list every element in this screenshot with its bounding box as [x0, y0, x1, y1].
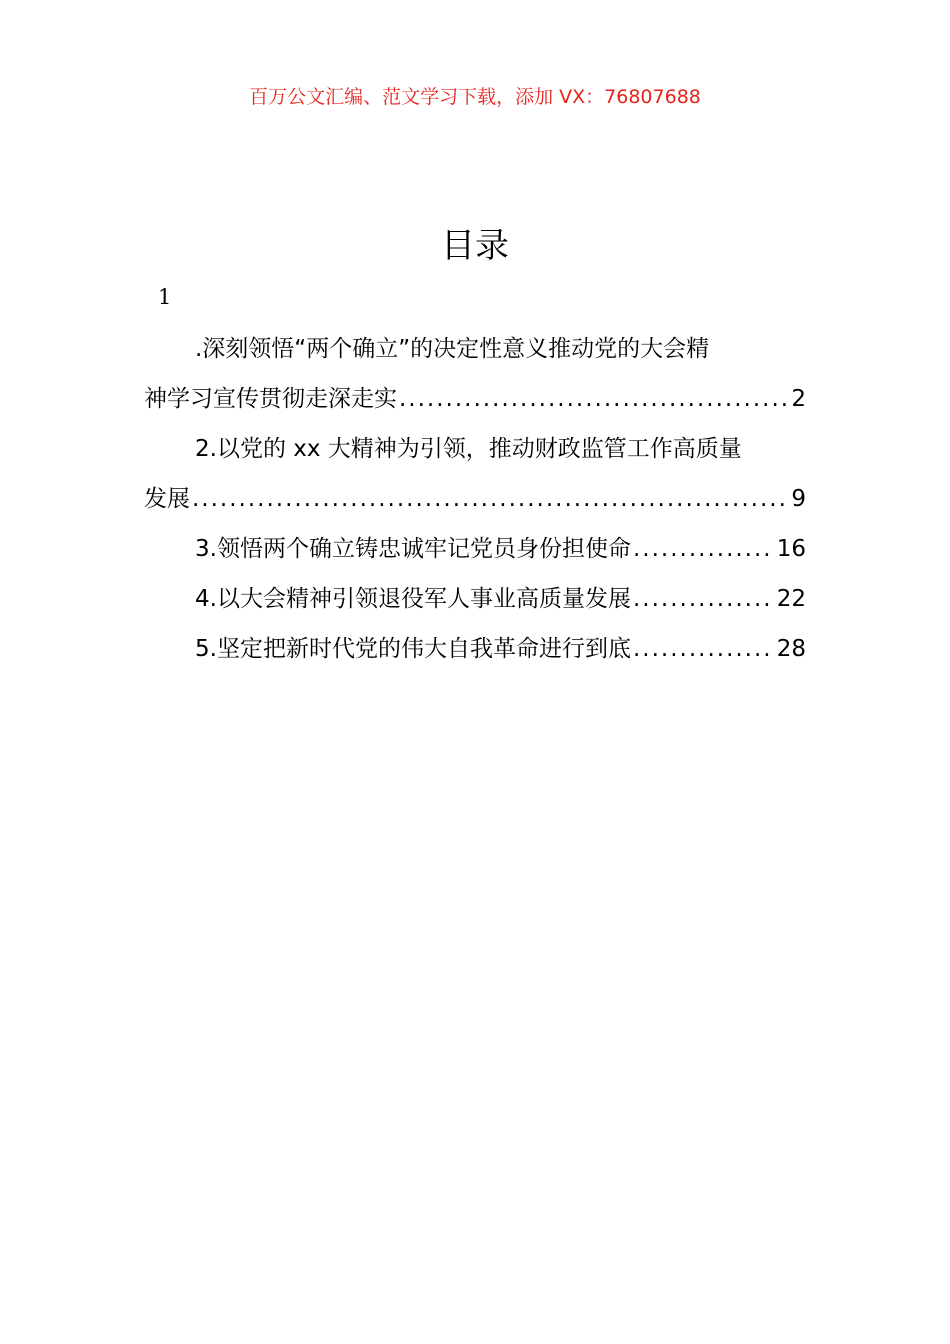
- toc-number-mark: 1: [158, 285, 172, 309]
- toc-entry-4-title: 4.以大会精神引领退役军人事业高质量发展: [195, 586, 631, 612]
- toc-entry-1-second-line: [144, 374, 806, 424]
- toc-entry-1-page-number: 2: [791, 386, 806, 412]
- toc-entry-3-title: 3.领悟两个确立铸忠诚牢记党员身份担使命: [195, 536, 631, 562]
- toc-entry-3[interactable]: [144, 524, 806, 574]
- toc-entry-5-dot-leader: [633, 624, 774, 674]
- toc-entry-5-page-number: 28: [776, 636, 806, 662]
- toc-entry-2-dot-leader: [192, 474, 788, 524]
- toc-entry-2-second-line: [144, 474, 806, 524]
- toc-entry-5-line: [144, 624, 806, 674]
- toc-entry-2-first-line: [144, 424, 806, 474]
- toc-entry-2-title-part1: 2.以党的 xx 大精神为引领，推动财政监管工作高质量: [195, 436, 742, 462]
- toc-title: 目录: [441, 226, 509, 266]
- toc-entry-4-line: [144, 574, 806, 624]
- header-banner: 百万公文汇编、范文学习下载，添加 VX：76807688: [249, 86, 701, 108]
- toc-entry-4[interactable]: [144, 574, 806, 624]
- toc-entry-2[interactable]: [144, 424, 806, 524]
- toc-entry-1-title-part1: .深刻领悟“两个确立”的决定性意义推动党的大会精: [195, 336, 710, 362]
- toc-entry-3-line: [144, 524, 806, 574]
- toc-entry-4-page-number: 22: [776, 586, 806, 612]
- toc-entry-5[interactable]: [144, 624, 806, 674]
- toc-entry-3-page-number: 16: [776, 536, 806, 562]
- toc-entry-4-dot-leader: [633, 574, 774, 624]
- toc-entry-1-first-line: [144, 324, 806, 374]
- toc-list: [144, 324, 806, 674]
- toc-entry-3-dot-leader: [633, 524, 774, 574]
- toc-entry-2-title-part2: 发展: [144, 486, 190, 512]
- toc-entry-1-dot-leader: [399, 374, 788, 424]
- toc-entry-1-title-part2: 神学习宣传贯彻走深走实: [144, 386, 397, 412]
- toc-entry-5-title: 5.坚定把新时代党的伟大自我革命进行到底: [195, 636, 631, 662]
- toc-entry-1[interactable]: [144, 324, 806, 424]
- toc-entry-2-page-number: 9: [791, 486, 806, 512]
